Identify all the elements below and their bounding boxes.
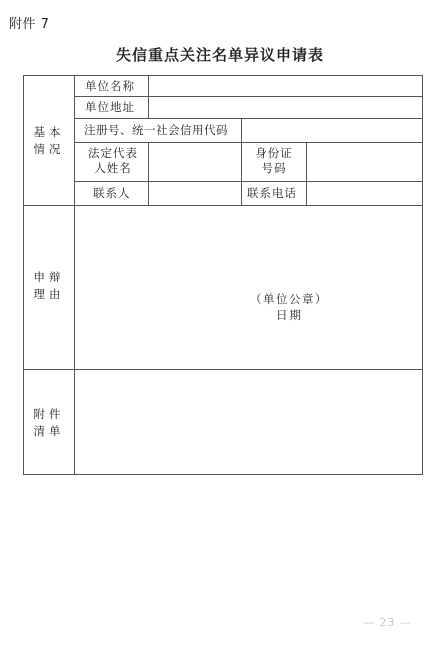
phone-label: 联系电话 — [247, 186, 297, 200]
id-label-divider-left — [241, 142, 242, 205]
label-line: 身份证 — [255, 146, 293, 160]
seal-label: （单位公章） — [250, 292, 328, 306]
label-line: 号码 — [261, 161, 287, 175]
section-label-line: 基本 — [33, 125, 65, 139]
unit-address-field[interactable] — [149, 97, 422, 118]
label-line: 人姓名 — [94, 161, 132, 175]
attachments-section-label — [24, 406, 74, 440]
page-title: 失信重点关注名单异议申请表 — [115, 46, 324, 64]
application-form — [23, 75, 423, 475]
legal-rep-field[interactable] — [149, 143, 241, 181]
appeal-section-label — [24, 269, 74, 303]
label-line: 法定代表 — [88, 146, 138, 160]
unit-address-label: 单位地址 — [85, 100, 135, 114]
phone-field[interactable] — [307, 182, 422, 205]
reg-code-label: 注册号、统一社会信用代码 — [84, 123, 228, 137]
section-label-line: 附件 — [33, 407, 65, 421]
date-label: 日期 — [276, 308, 303, 322]
reg-code-field[interactable] — [242, 119, 422, 142]
unit-name-label: 单位名称 — [85, 79, 135, 93]
legal-rep-label — [82, 146, 144, 176]
contact-field[interactable] — [149, 182, 241, 205]
id-number-field[interactable] — [307, 143, 422, 181]
attachment-number: 附件 7 — [9, 17, 50, 32]
id-number-label — [246, 146, 302, 176]
page-number: — 23 — — [363, 616, 412, 629]
unit-name-field[interactable] — [149, 76, 422, 96]
section-label-line: 理由 — [33, 287, 65, 301]
basic-info-section-label — [24, 124, 74, 158]
contact-label: 联系人 — [93, 186, 131, 200]
section-label-line: 申辩 — [33, 270, 65, 284]
section-label-line: 情况 — [33, 142, 65, 156]
appeal-reason-field[interactable] — [75, 206, 422, 369]
attachment-list-field[interactable] — [75, 370, 422, 474]
section-label-line: 清单 — [33, 424, 65, 438]
